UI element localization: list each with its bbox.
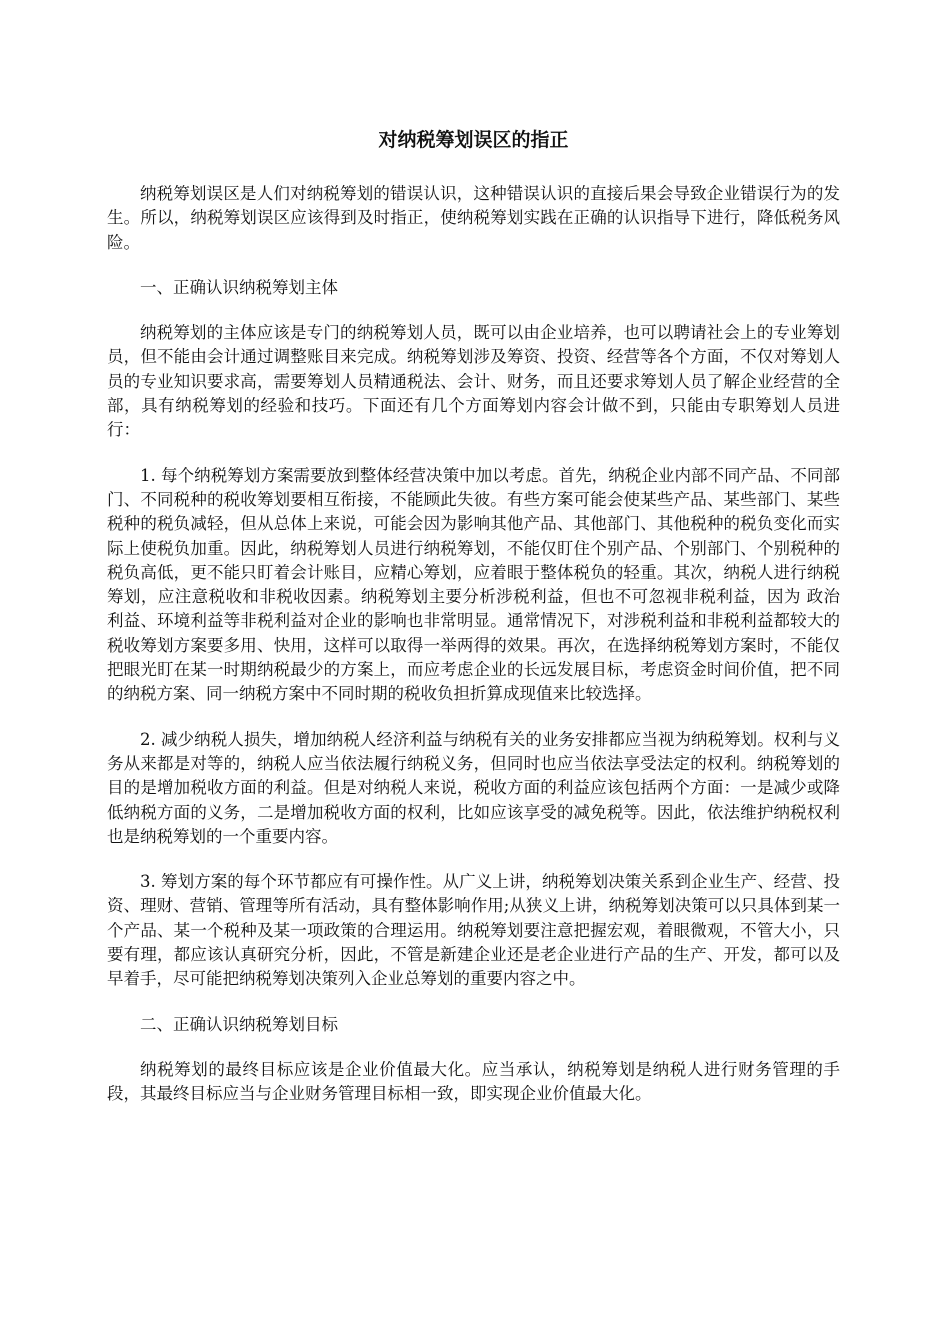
list-item-2: 2. 减少纳税人损失，增加纳税人经济利益与纳税有关的业务安排都应当视为纳税筹划。权利与义务从来都是对等的，纳税人应当依法履行纳税义务，但同时也应当依法享受法定的权利。纳税筹划的目的是增加税收方面的利益。但是对纳税人来说，税收方面的利益应该包括两个方面：一是减少或降低纳税方面的义务，二是增加税收方面的权利，比如应该享受的减免税等。因此，依法维护纳税权利也是纳税筹划的一个重要内容。 [107, 729, 840, 846]
list-item-1: 1. 每个纳税筹划方案需要放到整体经营决策中加以考虑。首先，纳税企业内部不同产品、不同部门、不同税种的税收筹划要相互衔接，不能顾此失彼。有些方案可能会使某些产品、某些部门、某些税种的税负减轻，但从总体上来说，可能会因为影响其他产品、其他部门、其他税种的税负变化而实际上使税负加重。因此，纳税筹划人员进行纳税筹划，不能仅盯住个别产品、个别部门、个别税种的税负高低，更不能只盯着会计账目，应精心筹划，应着眼于整体税负的轻重。其次，纳税人进行纳税筹划，应注意税收和非税收因素。纳税筹划主要分析涉税利益，但也不可忽视非税利益，因为 政治 利益、环境利益等非税利益对企业的影响也非常明显。通常情况下，对涉税利益和非税利益都较大的税收筹划方案要多用、快用，这样可以取得一举两得的效果。再次，在选择纳税筹划方案时，不能仅把眼光盯在某一时期纳税最少的方案上，而应考虑企业的长远发展目标，考虑资金时间价值，把不同的纳税方案、同一纳税方案中不同时期的税收负担折算成现值来比较选择。 [107, 465, 840, 704]
document-title: 对纳税筹划误区的指正 [378, 129, 569, 151]
section-heading-subject: 一、正确认识纳税筹划主体 [140, 277, 338, 297]
section-heading-goal: 二、正确认识纳税筹划目标 [140, 1014, 338, 1034]
intro-paragraph: 纳税筹划误区是人们对纳税筹划的错误认识，这种错误认识的直接后果会导致企业错误行为的发生。所以，纳税筹划误区应该得到及时指正，使纳税筹划实践在正确的认识指导下进行，降低税务风险。 [107, 184, 840, 252]
document-body [107, 182, 840, 1128]
list-item-3: 3. 筹划方案的每个环节都应有可操作性。从广义上讲，纳税筹划决策关系到企业生产、经营、投资、理财、营销、管理等所有活动，具有整体影响作用;从狭义上讲，纳税筹划决策可以只具体到某一个产品、某一个税种及某一项政策的合理运用。纳税筹划要注意把握宏观，着眼微观，不管大小，只要有理，都应该认真研究分析，因此，不管是新建企业还是老企业进行产品的生产、开发，都可以及早着手，尽可能把纳税筹划决策列入企业总筹划的重要内容之中。 [107, 872, 840, 989]
section-goal-paragraph: 纳税筹划的最终目标应该是企业价值最大化。应当承认，纳税筹划是纳税人进行财务管理的手段，其最终目标应当与企业财务管理目标相一致，即实现企业价值最大化。 [107, 1059, 840, 1104]
section-subject-paragraph: 纳税筹划的主体应该是专门的纳税筹划人员，既可以由企业培养，也可以聘请社会上的专业筹划员，但不能由会计通过调整账目来完成。纳税筹划涉及筹资、投资、经营等各个方面，不仅对筹划人员的专业知识要求高，需要筹划人员精通税法、会计、财务，而且还要求筹划人员了解企业经营的全部，具有纳税筹划的经验和技巧。下面还有几个方面筹划内容会计做不到，只能由专职筹划人员进行： [107, 323, 840, 440]
